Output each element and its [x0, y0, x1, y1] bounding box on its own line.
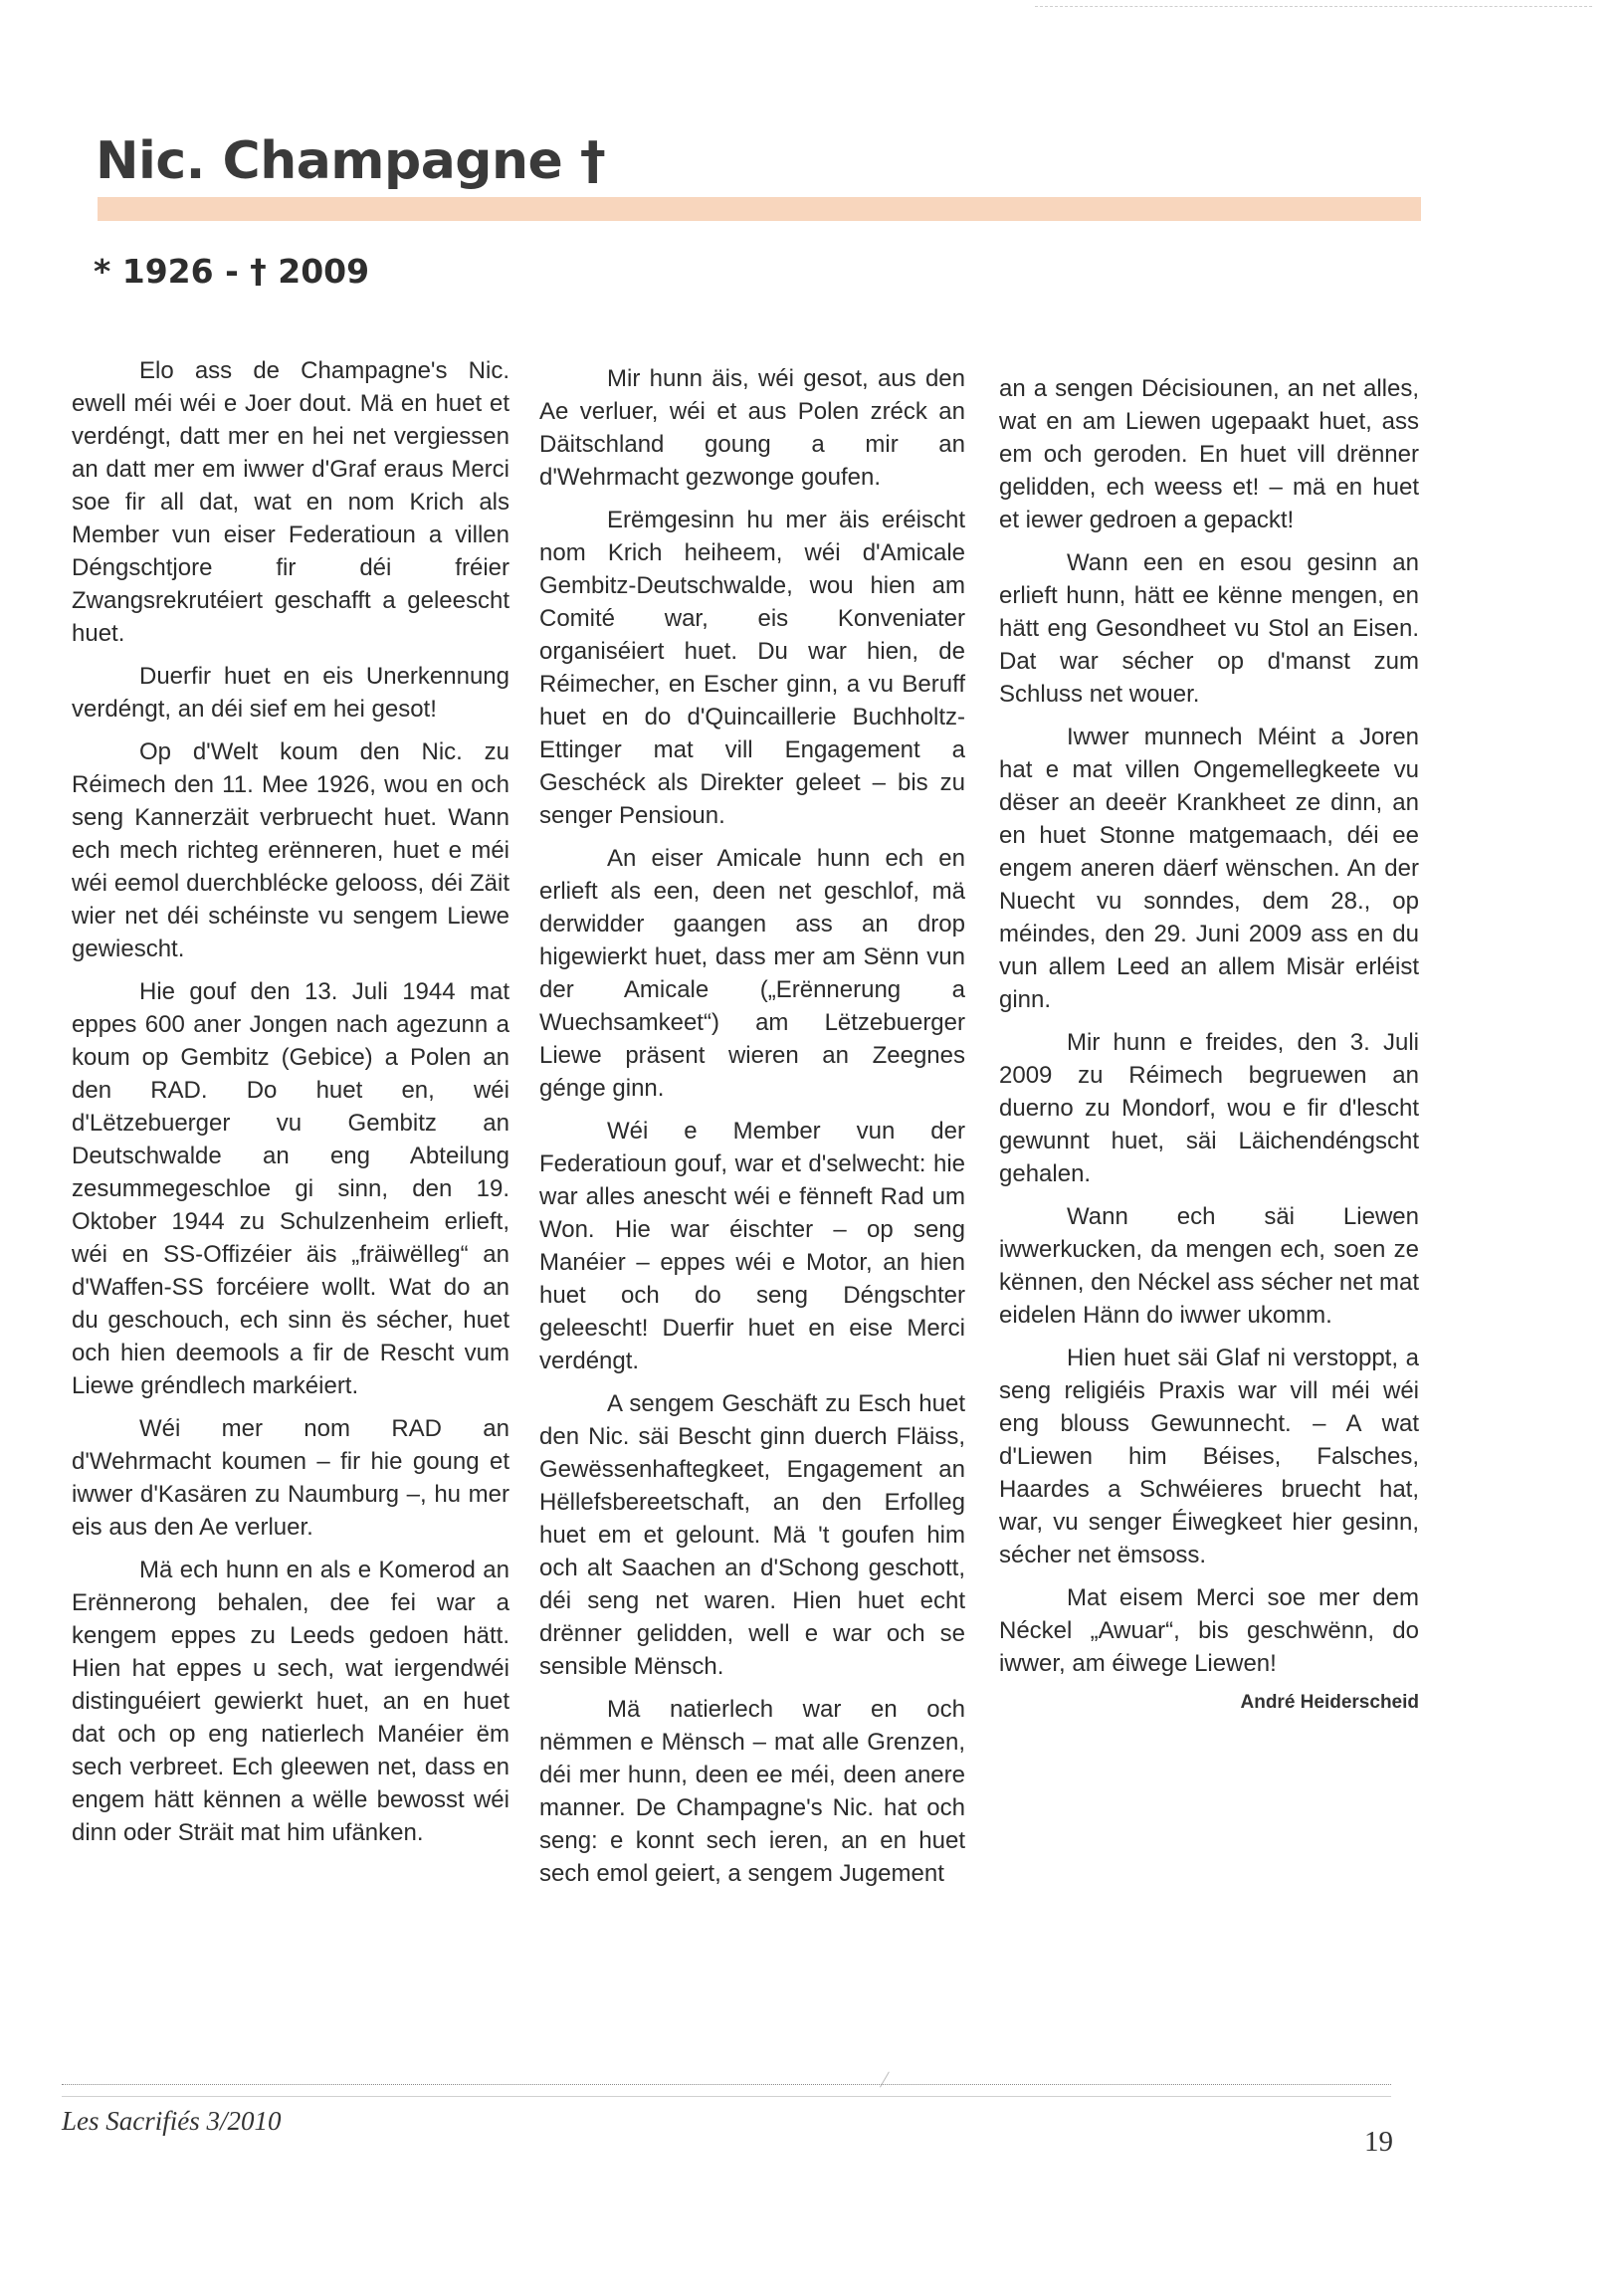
- paragraph: Erëmgesinn hu mer äis eréischt nom Krich heiheem, wéi d'Amicale Gembitz-Deutschwalde, wou hien am Comité war, eis Konveniater organiséiert huet. Du war hien, de Réimecher, en Escher ginn, a vu Beruff huet en do d'Quincaillerie Buchholtz-Ettinger mat vill Engagement a Geschéck als Direkter geleet – bis zu senger Pensioun.: [539, 507, 965, 829]
- footer-rule: [62, 2084, 1391, 2085]
- top-rule: [1035, 6, 1592, 7]
- paragraph: Op d'Welt koum den Nic. zu Réimech den 11. Mee 1926, wou en och seng Kannerzäit verbruecht huet. Wann ech mech richteg erënneren, huet e méi wéi eemol duerchblécke gelooss, déi Zäit wier net déi schéinste vu sengem Liewe gewiescht.: [72, 738, 509, 962]
- paragraph: Wéi mer nom RAD an d'Wehrmacht koumen – fir hie goung et iwwer d'Kasären zu Naumburg –, hu mer eis aus den Ae verluer.: [72, 1415, 509, 1541]
- article-dates: * 1926 - † 2009: [94, 252, 370, 291]
- paragraph: Wann een en esou gesinn an erlieft hunn, hätt ee kënne mengen, en hätt eng Gesondheet vu Stol an Eisen. Dat war sécher op d'manst zum Schluss net wouer.: [999, 549, 1419, 708]
- paragraph: Mä ech hunn en als e Komerod an Erënnerong behalen, dee fei war a kengem eppes zu Leeds gedoen hätt. Hien hat eppes u sech, wat iergendwéi distinguéiert gewierkt huet, an en huet dat och op eng natierlech Manéier ëm sech verbreet. Ech gleewen net, dass en engem hätt kënnen a wëlle bewosst wéi dinn oder Sträit mat him ufänken.: [72, 1557, 509, 1846]
- title-highlight-band: [98, 197, 1421, 221]
- paragraph: Wann ech säi Liewen iwwerkucken, da mengen ech, soen ze kënnen, den Néckel ass sécher net mat eidelen Hänn do iwwer ukomm.: [999, 1203, 1419, 1329]
- text-column-1: [72, 354, 509, 1859]
- paragraph: Mä natierlech war en och nëmmen e Mënsch – mat alle Grenzen, déi mer hunn, deen ee méi, deen anere manner. De Champagne's Nic. hat och seng: e konnt sech ieren, an en huet sech emol geiert, a sengem Jugement: [539, 1696, 965, 1887]
- paragraph: Wéi e Member vun der Federatioun gouf, war et d'selwecht: hie war alles anescht wéi e fënneft Rad um Won. Hie war éischter – op seng Manéier – eppes wéi e Motor, an hien huet och do seng Déngschter geleescht! Duerfir huet en eise Merci verdéngt.: [539, 1118, 965, 1374]
- scan-speck: [880, 2071, 895, 2090]
- page-number: 19: [1364, 2126, 1393, 2158]
- footer-rule-secondary: [62, 2096, 1391, 2097]
- paragraph: Elo ass de Champagne's Nic. ewell méi wéi e Joer dout. Mä en huet et verdéngt, datt mer en hei net vergiessen an datt mer em iwwer d'Graf eraus Merci soe fir all dat, wat en nom Krich als Member vun eiser Federatioun a villen Déngschtjore fir déi fréier Zwangsrekrutéiert geschafft a geleescht huet.: [72, 357, 509, 647]
- author-signature: André Heiderscheid: [1240, 1692, 1419, 1713]
- paragraph: Mat eisem Merci soe mer dem Néckel „Awuar“, bis geschwënn, do iwwer, am éiwege Liewen!: [999, 1584, 1419, 1677]
- paragraph: an a sengen Décisiounen, an net alles, wat en am Liewen ugepaakt huet, ass em och geroden. En huet vill drënner gelidden, ech weess et! – mä en huet et iewer gedroen a gepackt!: [999, 375, 1419, 533]
- text-column-2: [539, 362, 965, 1900]
- paragraph: Hien huet säi Glaf ni verstoppt, a seng religiéis Praxis war vill méi wéi eng blouss Gewunnecht. – A wat d'Liewen him Béises, Falsches, Haardes a Schwéieres bruecht hat, war, vu senger Éiwegkeet hier gesinn, sécher net ëmsoss.: [999, 1345, 1419, 1568]
- article-title: Nic. Champagne †: [96, 131, 606, 191]
- publication-name: Les Sacrifiés 3/2010: [62, 2106, 282, 2136]
- paragraph: Mir hunn e freides, den 3. Juli 2009 zu Réimech begruewen an duerno zu Mondorf, wou e fir d'lescht gewunnt huet, säi Läichendéngscht gehalen.: [999, 1029, 1419, 1187]
- paragraph: Duerfir huet en eis Unerkennung verdéngt, an déi sief em hei gesot!: [72, 663, 509, 723]
- paragraph: Iwwer munnech Méint a Joren hat e mat villen Ongemellegkeete vu dëser an deeër Krankheet ze dinn, an en huet Stonne matgemaach, déi ee engem aneren däerf wënschen. An der Nuecht vu sonndes, dem 28., op méindes, den 29. Juni 2009 ass en du vun allem Leed an allem Misär erléist ginn.: [999, 724, 1419, 1013]
- paragraph: An eiser Amicale hunn ech en erlieft als een, deen net geschlof, mä derwidder gaangen ass an drop higewierkt huet, dass mer am Sënn vun der Amicale („Erënnerung a Wuechsamkeet“) am Lëtzebuerger Liewe präsent wieren an Zeegnes génge ginn.: [539, 845, 965, 1102]
- text-column-3: [999, 372, 1419, 1690]
- paragraph: Mir hunn äis, wéi gesot, aus den Ae verluer, wéi et aus Polen zréck an Däitschland goung a mir an d'Wehrmacht gezwonge goufen.: [539, 365, 965, 491]
- paragraph: A sengem Geschäft zu Esch huet den Nic. säi Bescht ginn duerch Fläiss, Gewëssenhaftegkeet, Engagement an Hëllefsbereetschaft, an den Erfolleg huet em et gelount. Mä 't goufen him och alt Saachen an d'Schong geschott, déi seng net waren. Hien huet echt drënner gelidden, well e war och se sensible Mënsch.: [539, 1390, 965, 1680]
- paragraph: Hie gouf den 13. Juli 1944 mat eppes 600 aner Jongen nach agezunn a koum op Gembitz (Gebice) a Polen an den RAD. Do huet en, wéi d'Lëtzebuerger vu Gembitz an Deutschwalde an eng Abteilung zesummegeschloe gi sinn, den 19. Oktober 1944 zu Schulzenheim erlieft, wéi en SS-Offizéier äis „fräiwëlleg“ an d'Waffen-SS forcéiere wollt. Wat do an du geschouch, ech sinn ës sécher, huet och hien deemools a fir de Rescht vum Liewe gréndlech markéiert.: [72, 978, 509, 1399]
